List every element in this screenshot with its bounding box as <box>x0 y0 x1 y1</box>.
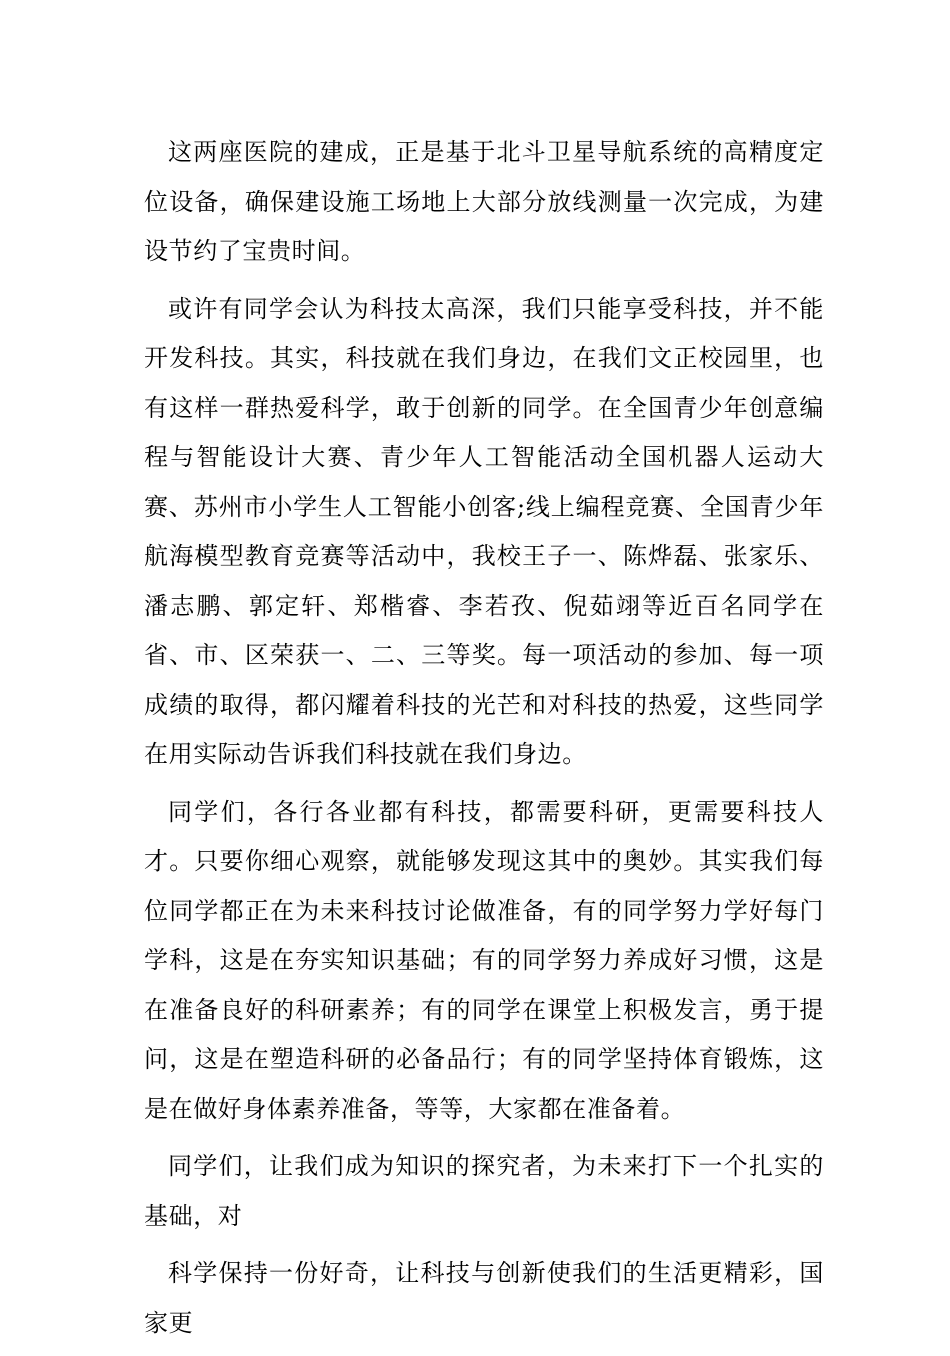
paragraph-hospitals: 这两座医院的建成，正是基于北斗卫星导航系统的高精度定位设备，确保建设施工场地上大部分放线测量一次完成，为建设节约了宝贵时间。 <box>144 138 824 265</box>
paragraph-preparation: 同学们，各行各业都有科技，都需要科研，更需要科技人才。只要你细心观察，就能够发现这其中的奥妙。其实我们每位同学都正在为未来科技讨论做准备，有的同学努力学好每门学科，这是在夯实知识基础；有的同学努力养成好习惯，这是在准备良好的科研素养；有的同学在课堂上积极发言，勇于提问，这是在塑造科研的必备品行；有的同学坚持体育锻炼，这是在做好身体素养准备，等等，大家都在准备着。 <box>144 797 824 1123</box>
paragraph-closing: 科学保持一份好奇，让科技与创新使我们的生活更精彩，国家更 <box>144 1259 824 1337</box>
paragraph-call-to-action: 同学们，让我们成为知识的探究者，为未来打下一个扎实的基础，对 <box>144 1152 824 1230</box>
paragraph-school-tech: 或许有同学会认为科技太高深，我们只能享受科技，并不能开发科技。其实，科技就在我们身边，在我们文正校园里，也有这样一群热爱科学，敢于创新的同学。在全国青少年创意编程与智能设计大赛、青少年人工智能活动全国机器人运动大赛、苏州市小学生人工智能小创客;线上编程竞赛、全国青少年航海模型教育竞赛等活动中，我校王子一、陈烨磊、张家乐、潘志鹏、郭定轩、郑楷睿、李若孜、倪茹翊等近百名同学在省、市、区荣获一、二、三等奖。每一项活动的参加、每一项成绩的取得，都闪耀着科技的光芒和对科技的热爱，这些同学在用实际动告诉我们科技就在我们身边。 <box>144 294 824 768</box>
document-body <box>144 128 824 1356</box>
